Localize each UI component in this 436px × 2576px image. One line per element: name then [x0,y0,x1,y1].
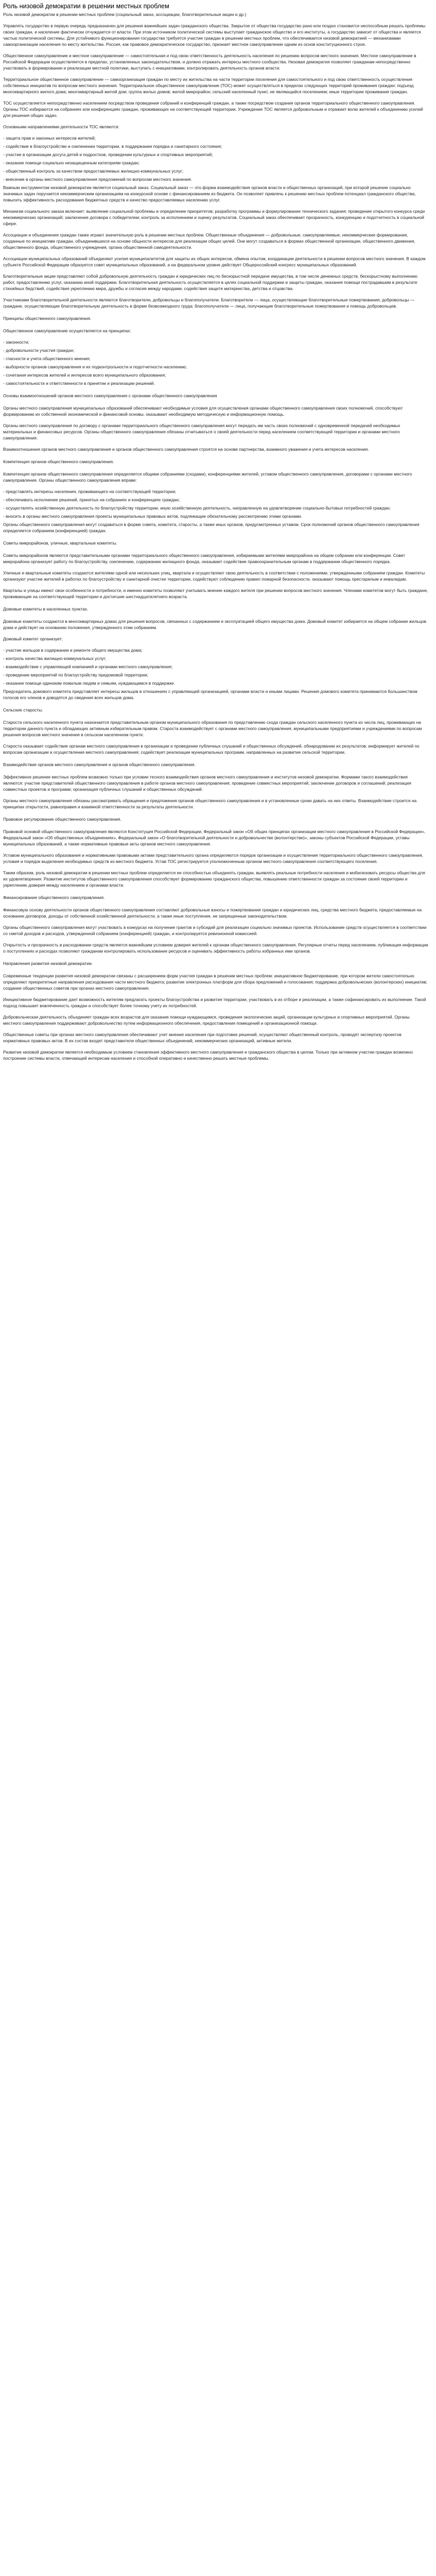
list-item: - проведение мероприятий по благоустройству придомовой территории; [3,672,149,677]
paragraph: Уличные и квартальные комитеты создаются жителями одной или нескольких улиц, квартала и осуществляют свою деятельность в соответствии с положениями, утвержденными собранием граждан. Комитеты организуют участие жителей в работах по благоустройству и санитарной очистке территории, содействуют соблюдению правил пожарной безопасности, оказывают помощь престарелым и инвалидам. [3,570,425,582]
section-heading: Направления развития низовой демократии. [3,961,93,966]
paragraph: Уставом муниципального образования и нормативными правовыми актами представительного органа определяются порядок организации и осуществления территориального общественного самоуправления, условия и порядок выделения необходимых средств из местного бюджета. Устав ТОС регистрируется уполномоченным органом местного самоуправления соответствующего поселения. [3,853,423,864]
paragraph: Взаимоотношения органов местного самоуправления и органов общественного самоуправления строятся на основе партнерства, взаимного уважения и учета интересов населения. [3,447,369,452]
paragraph: Ассоциации муниципальных образований объединяют усилия муниципалитетов для защиты их общих интересов, обмена опытом, координации деятельности в решении вопросов местного значения. В каждом субъекте Российской Федерации образуется совет муниципальных образований, а на федеральном уровне действует Общероссийский конгресс муниципальных образований. [3,256,426,267]
paragraph: ТОС осуществляется непосредственно населением посредством проведения собраний и конференций граждан, а также посредством создания органов территориального общественного самоуправления. Органы ТОС избираются на собраниях или конференциях граждан, проживающих на соответствующей территории. Учреждение ТОС является добровольным и отражает волю жителей к объединению усилий для решения общих задач. [3,100,423,118]
paragraph: Таким образом, роль низовой демократии в решении местных проблем определяется ее способностью объединять граждан, выявлять реальные потребности населения и мобилизовать ресурсы общества для их удовлетворения. Развитие институтов общественного самоуправления способствует формированию гражданского общества, повышению ответственности граждан за состояние своей территории и укреплению доверия между населением и органами власти. [3,870,425,888]
paragraph: Органы местного самоуправления муниципальных образований обеспечивают необходимые условия для осуществления органами общественного самоуправления своих полномочий, способствуют формированию их собственной экономической и финансовой основы, оказывают необходимую методическую и информационную помощь. [3,405,403,417]
paragraph: Роль низовой демократии в решении местных проблем (социальный заказ, ассоциации, благотворительные акции и др.) [3,12,247,17]
paragraph: Открытость и прозрачность в расходовании средств является важнейшим условием доверия жителей к органам общественного самоуправления. Регулярные отчеты перед населением, публикация информации о поступлениях и расходах позволяют гражданам контролировать использование ресурсов и оценивать эффективность работы избранных ими органов. [3,942,428,954]
section-heading: Финансирование общественного самоуправления. [3,895,105,900]
list-item: - участие в организации досуга детей и подростков, проведении культурных и спортивных мероприятий; [3,152,213,157]
list-item: - содействие в благоустройстве и озеленении территории, в поддержании порядка и санитарного состояния; [3,144,222,149]
paragraph: Правовой основой общественного самоуправления являются Конституция Российской Федерации, Федеральный закон «Об общих принципах организации местного самоуправления в Российской Федерации», Федеральный закон «Об общественных объединениях», Федеральный закон «О благотворительной деятельности и добровольчестве (волонтерстве)», законы субъектов Российской Федерации, уставы муниципальных образований, а также нормативные правовые акты органов местного самоуправления. [3,829,426,846]
section-heading: Взаимодействие органов местного самоуправления и органов общественного самоуправления. [3,762,196,767]
paragraph: Органы общественного самоуправления могут участвовать в конкурсах на получение грантов и субсидий для реализации социально значимых проектов. Использование средств осуществляется в соответствии со сметой доходов и расходов, утвержденной собранием (конференцией) граждан, и контролируется ревизионной комиссией. [3,925,427,936]
paragraph: Домовый комитет организует: [3,636,63,641]
section-heading: Основы взаимоотношений органов местного самоуправления с органами общественного самоуправления [3,393,217,398]
paragraph: Кварталы и улицы имеют свои особенности и потребности, и именно комитеты позволяют учитывать мнение каждого жителя при решении вопросов местного значения. Членами комитетов могут быть граждане, проживающие на соответствующей территории и достигшие шестнадцатилетнего возраста. [3,588,428,599]
document-body [3,11,429,1061]
paragraph: Развитие низовой демократии является необходимым условием становления эффективного местного самоуправления и гражданского общества в целом. Только при активном участии граждан возможно построение системы власти, отвечающей интересам населения и способной оперативно и качественно решать местные проблемы. [3,1049,413,1061]
paragraph: Инициативное бюджетирование дает возможность жителям предлагать проекты благоустройства и развития территории, участвовать в их отборе и реализации, а также софинансировать их выполнение. Такой подход повышает вовлеченность граждан и способствует более точному учету их потребностей. [3,997,426,1008]
list-item: - внесение в органы местного самоуправления предложений по вопросам местного значения. [3,177,193,182]
list-item: - контроль качества жилищно-коммунальных услуг; [3,656,107,661]
paragraph: Управлять государство в первую очередь предназначен для решения важнейших задач гражданского общества. Закрытое от общества государство рано или поздно становится неспособным решать проблемы своих граждан, и население фактически отчуждается от власти. При этом источником политической системы выступает гражданское общество и его институты, а государство зависит от общества и является частью политической системы. Для устойчивого функционирования государства требуется участие граждан в решении местных проблем, что обеспечивается низовой демократией — механизмами самоорганизации населения по месту жительства. Россия, как правовое демократическое государство, признает местное самоуправление одним из основ конституционного строя. [3,23,426,47]
list-item: - обеспечивать исполнение решений, принятых на собраниях и конференциях граждан; [3,497,180,502]
paragraph: Общественные советы при органах местного самоуправления обеспечивают учет мнения населения при подготовке решений, осуществляют общественный контроль, проводят экспертизу проектов нормативных правовых актов. В их состав входят представители общественных объединений, некоммерческих организаций, активные жители. [3,1032,402,1043]
paragraph: Общественное самоуправление и местное самоуправление — самостоятельная и под свою ответственность деятельность населения по решению вопросов местного значения. Местное самоуправление в Российской Федерации осуществляется в пределах, установленных законодательством, и должно отражать интересы местного сообщества. Низовая демократия позволяет гражданам непосредственно участвовать в формировании и реализации местной политики, выступать с инициативами, контролировать деятельность органов власти. [3,53,416,71]
paragraph: Органы местного самоуправления обязаны рассматривать обращения и предложения органов общественного самоуправления и в установленные сроки давать на них ответы. Взаимодействие строится на принципах открытости, равноправия и взаимной ответственности за результаты деятельности. [3,798,417,809]
paragraph: Участниками благотворительной деятельности являются благотворители, добровольцы и благополучатели. Благотворители — лица, осуществляющие благотворительные пожертвования; добровольцы — граждане, осуществляющие благотворительную деятельность в форме безвозмездного труда; благополучатели — лица, получающие благотворительные пожертвования и помощь добровольцев. [3,297,415,309]
paragraph: Председатель домового комитета представляет интересы жильцов в отношениях с управляющей организацией, органами власти и иными лицами. Решения домового комитета принимаются большинством голосов его членов и доводятся до сведения всех жильцов дома. [3,689,417,700]
list-item: - законности; [3,340,29,345]
page-title: Роль низовой демократии в решении местных проблем [3,3,169,10]
list-item: - осуществлять хозяйственную деятельность по благоустройству территории, иную хозяйственную деятельность, направленную на удовлетворение социально-бытовых потребностей граждан; [3,505,391,511]
paragraph: Ассоциации и объединения граждан также играют значительную роль в решении местных проблем. Общественные объединения — добровольные, самоуправляемые, некоммерческие формирования, созданные по инициативе граждан, объединившихся на основе общности интересов для реализации общих целей. Они могут создаваться в формах общественной организации, общественного движения, общественного фонда, общественного учреждения, органа общественной самодеятельности. [3,232,415,250]
paragraph: Органы общественного самоуправления могут создаваться в форме совета, комитета, старосты, а также иных органов, предусмотренных уставом. Срок полномочий органов общественного самоуправления определяется собранием (конференцией) граждан. [3,522,420,533]
list-item: - вносить в органы местного самоуправления проекты муниципальных правовых актов, подлежащие обязательному рассмотрению этими органами. [3,514,302,519]
paragraph: Домовые комитеты создаются в многоквартирных домах для решения вопросов, связанных с содержанием и эксплуатацией общего имущества дома. Домовый комитет избирается на общем собрании жильцов дома и действует на основании положения, утвержденного этим собранием. [3,619,427,630]
paragraph: Механизм социального заказа включает: выявление социальной проблемы и определение приоритетов; разработку программы и формулирование технического задания; проведение открытого конкурса среди некоммерческих организаций; заключение договора с победителем; контроль за исполнением и оценку результатов. Социальный заказ обеспечивает прозрачность, конкуренцию и подотчетность в социальной сфере. [3,209,425,226]
paragraph: Советы микрорайонов являются представительными органами территориального общественного самоуправления, избираемыми жителями микрорайона на общем собрании или конференции. Совет микрорайона организует работу по благоустройству, озеленению, содержанию жилищного фонда, оказывает содействие правоохранительным органам в поддержании общественного порядка. [3,553,405,564]
list-item: - представлять интересы населения, проживающего на соответствующей территории; [3,489,177,494]
paragraph: Староста сельского населенного пункта назначается представительным органом муниципального образования по представлению схода граждан сельского населенного пункта из числа лиц, проживающих на территории данного пункта и обладающих активным избирательным правом. Староста взаимодействует с органами местного самоуправления, муниципальными предприятиями и учреждениями по вопросам решения вопросов местного значения в сельском населенном пункте. [3,720,422,737]
list-item: - взаимодействие с управляющей компанией и органами местного самоуправления; [3,664,173,669]
section-heading: Советы микрорайонов, уличные, квартальные комитеты. [3,540,117,546]
paragraph: Основными направлениями деятельности ТОС являются: [3,124,119,129]
document [0,0,436,1071]
section-heading: Компетенция органов общественного самоуправления. [3,459,114,464]
paragraph: Финансовую основу деятельности органов общественного самоуправления составляют добровольные взносы и пожертвования граждан и юридических лиц, средства местного бюджета, предоставляемые на основании договоров, доходы от собственной хозяйственной деятельности, а также иные поступления, не запрещенные законодательством. [3,907,422,919]
section-heading: Домовые комитеты в населенных пунктах. [3,606,89,612]
paragraph: Староста оказывает содействие органам местного самоуправления в организации и проведении публичных слушаний и общественных обсуждений, обнародовании их результатов; информирует жителей по вопросам организации и осуществления местного самоуправления; содействует реализации муниципальных программ, направленных на развитие сельской территории. [3,743,420,755]
section-heading: Сельские старосты. [3,707,43,713]
paragraph: Эффективное решение местных проблем возможно только при условии тесного взаимодействия органов местного самоуправления и институтов низовой демократии. Формами такого взаимодействия являются: участие представителей общественного самоуправления в работе органов местного самоуправления; проведение совместных мероприятий; заключение договоров и соглашений; реализация совместных проектов и программ; организация публичных слушаний и общественных обсуждений. [3,774,411,792]
list-item: - защита прав и законных интересов жителей; [3,135,96,141]
list-item: - общественный контроль за качеством предоставляемых жилищно-коммунальных услуг; [3,168,184,174]
paragraph: Благотворительные акции представляют собой добровольную деятельность граждан и юридических лиц по бескорыстной передаче имущества, в том числе денежных средств, бескорыстному выполнению работ, предоставлению услуг, оказанию иной поддержки. Благотворительная деятельность осуществляется в целях социальной поддержки и защиты граждан, оказания помощи пострадавшим в результате стихийных бедствий, содействия укреплению мира, дружбы и согласия между народами, содействия защите материнства, детства и отцовства. [3,274,417,291]
section-heading: Правовое регулирование общественного самоуправления. [3,817,121,822]
paragraph: Важным инструментом низовой демократии является социальный заказ. Социальный заказ — это форма взаимодействия органов власти и общественных организаций, при которой решение социально значимых задач поручается некоммерческим организациям на конкурсной основе с финансированием из бюджета. Он позволяет привлечь к решению местных проблем потенциал гражданского общества, повысить эффективность расходования бюджетных средств и качество предоставляемых населению услуг. [3,185,416,202]
list-item: - добровольности участия граждан; [3,348,75,353]
list-item: - выборности органов самоуправления и их подконтрольности и подотчетности населению; [3,364,187,369]
list-item: - оказание помощи одиноким пожилым людям и семьям, нуждающимся в поддержке. [3,681,175,686]
list-item: - сочетания интересов жителей и интересов всего муниципального образования; [3,372,166,378]
section-heading: Принципы общественного самоуправления. [3,316,92,321]
paragraph: Добровольческая деятельность объединяет граждан всех возрастов для оказания помощи нуждающимся, проведения экологических акций, организации культурных и спортивных мероприятий. Органы местного самоуправления поддерживают добровольчество путем информационного обеспечения, предоставления помещений и организационной помощи. [3,1014,410,1026]
paragraph: Компетенция органов общественного самоуправления определяется общими собраниями (сходами), конференциями жителей, уставом общественного самоуправления, договорами с органами местного самоуправления. Органы общественного самоуправления вправе: [3,471,412,483]
list-item: - оказание помощи социально незащищенным категориям граждан; [3,160,140,165]
paragraph: Территориальное общественное самоуправление — самоорганизация граждан по месту их жительства на части территории поселения для самостоятельного и под свою ответственность осуществления собственных инициатив по вопросам местного значения. Территориальное общественное самоуправление (ТОС) может осуществляться в пределах следующих территорий проживания граждан: подъезд многоквартирного жилого дома; многоквартирный жилой дом; группа жилых домов; жилой микрорайон; сельский населенный пункт, не являющийся поселением; иные территории проживания граждан. [3,77,414,94]
paragraph: Общественное самоуправление осуществляется на принципах: [3,328,131,333]
list-item: - самостоятельности и ответственности в принятии и реализации решений. [3,381,155,386]
paragraph: Современные тенденции развития низовой демократии связаны с расширением форм участия граждан в решении местных проблем: инициативное бюджетирование, при котором жители самостоятельно определяют приоритетные направления расходования части местного бюджета; развитие электронных платформ для сбора предложений и голосования; поддержка добровольческих (волонтерских) инициатив; создание общественных советов при органах местного самоуправления. [3,973,427,991]
list-item: - гласности и учета общественного мнения; [3,356,91,361]
paragraph: Органы местного самоуправления по договору с органами территориального общественного самоуправления могут передать им часть своих полномочий с одновременной передачей необходимых материальных и финансовых ресурсов. Органы общественного самоуправления обязаны отчитываться о своей деятельности перед населением соответствующей территории и органами местного самоуправления. [3,423,400,440]
list-item: - участие жильцов в содержании и ремонте общего имущества дома; [3,648,143,653]
